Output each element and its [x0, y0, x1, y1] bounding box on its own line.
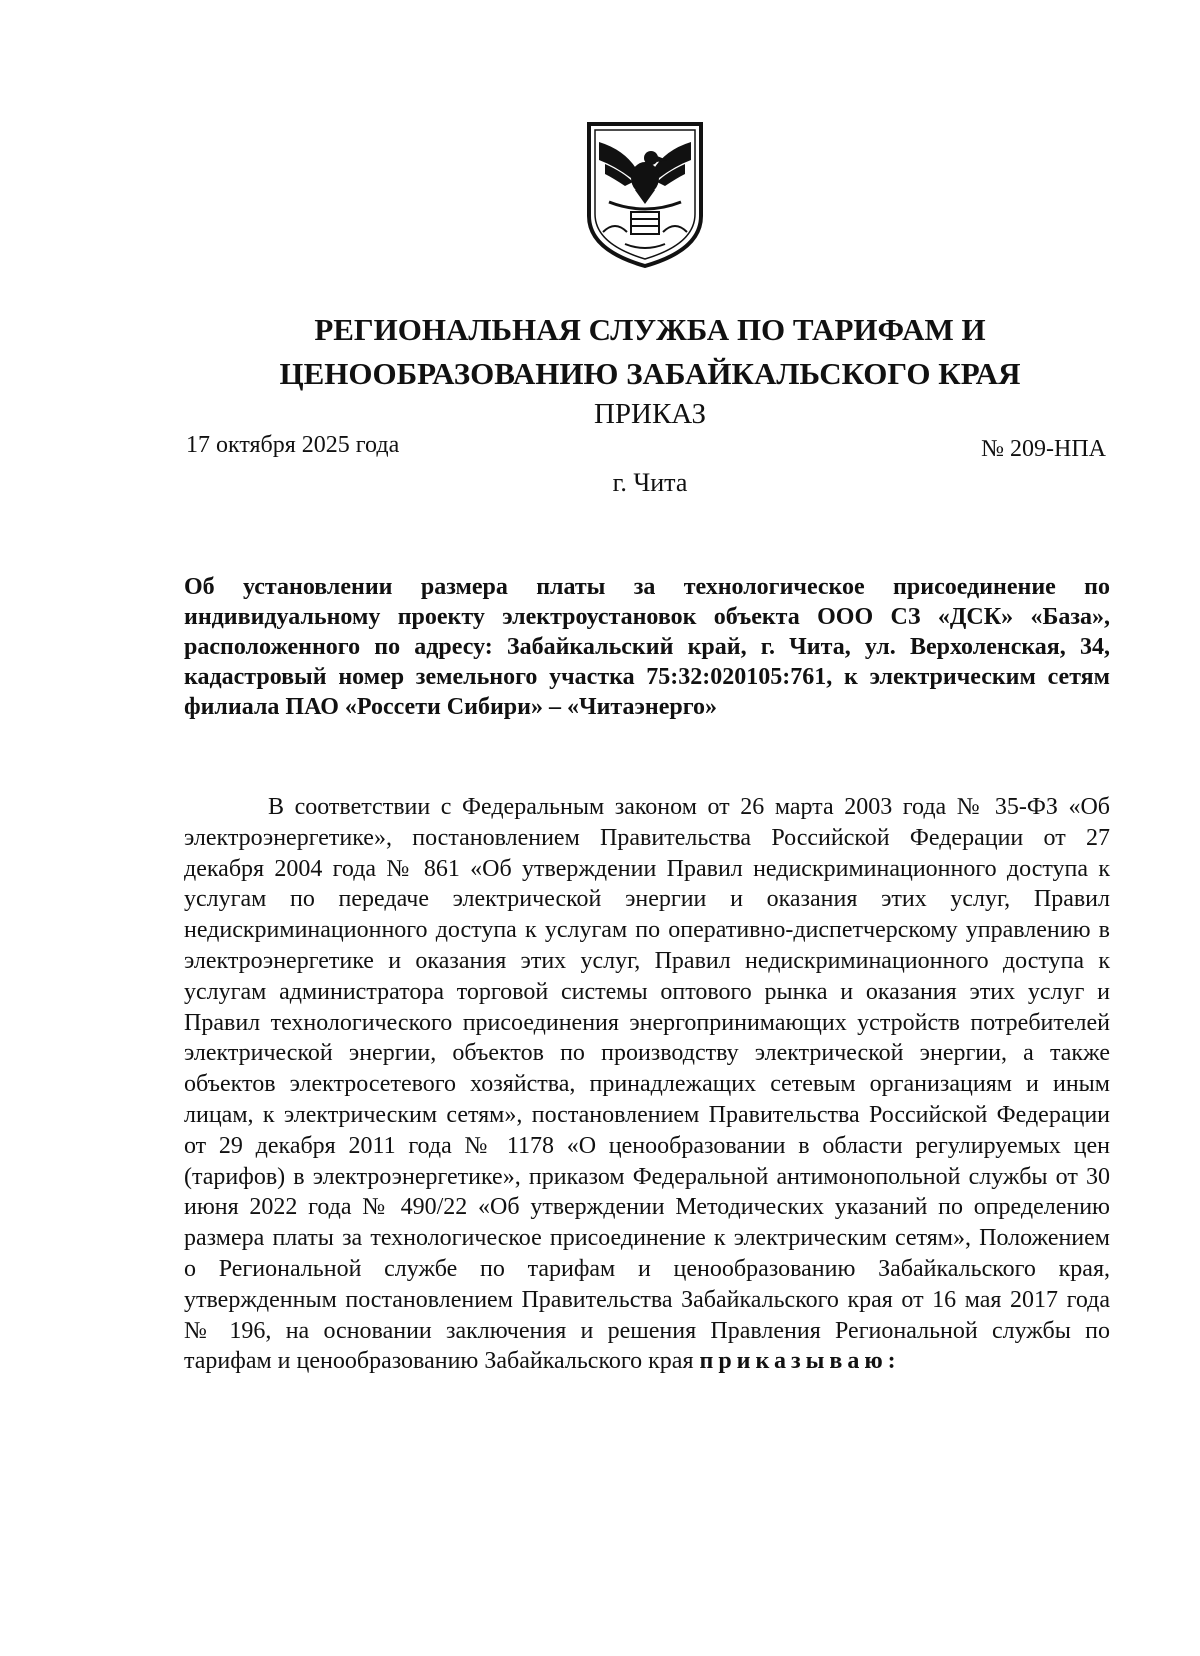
organization-name-line-1: РЕГИОНАЛЬНАЯ СЛУЖБА ПО ТАРИФАМ И	[314, 312, 986, 347]
organization-name-line-2: ЦЕНООБРАЗОВАНИЮ ЗАБАЙКАЛЬСКОГО КРАЯ	[279, 356, 1021, 391]
document-type: ПРИКАЗ	[593, 398, 707, 430]
document-date: 17 октября 2025 года	[186, 432, 400, 458]
document-city: г. Чита	[612, 468, 688, 497]
organization-name	[200, 308, 1100, 396]
decree-word: приказываю:	[699, 1348, 901, 1375]
coat-of-arms-icon	[585, 120, 705, 268]
document-number: № 209-НПА	[981, 436, 1106, 462]
body-paragraph: В соответствии с Федеральным законом от 26 марта 2003 года № 35-ФЗ «Об электроэнергетике», постановлением Правительства Российской Федерации от 27 декабря 2004 года № 861 «Об утверждении Правил недискриминационного доступа к услугам по передаче электрической энергии и оказания этих услуг, Правил недискриминационного доступа к услугам по оперативно-диспетчерскому управлению в электроэнергетике и оказания этих услуг, Правил недискриминационного доступа к услугам администратора торговой системы оптового рынка и оказания этих услуг и Правил технологического присоединения энергопринимающих устройств потребителей электрической энергии, объектов по производству электрической энергии, а также объектов электросетевого хозяйства, принадлежащих сетевым организациям и иным лицам, к электрическим сетям», постановлением Правительства Российской Федерации от 29 декабря 2011 года № 1178 «О ценообразовании в области регулируемых цен (тарифов) в электроэнергетике», приказом Федеральной антимонопольной службы от 30 июня 2022 года № 490/22 «Об утверждении Методических указаний по определению размера платы за технологическое присоединение к электрическим сетям», Положением о Региональной службе по тарифам и ценообразованию Забайкальского края, утвержденным постановлением Правительства Забайкальского края от 16 мая 2017 года № 196, на основании заключения и решения Правления Региональной службы по тарифам и ценообразованию Забайкальского края	[184, 794, 1110, 1375]
document-body	[184, 792, 1110, 1377]
document-subject: Об установлении размера платы за технологическое присоединение по индивидуальному проекту электроустановок объекта ООО СЗ «ДСК» «База», расположенного по адресу: Забайкальский край, г. Чита, ул. Верхоленская, 34, кадастровый номер земельного участка 75:32:020105:761, к электрическим сетям филиала ПАО «Россети Сибири» – «Читаэнерго»	[184, 574, 1110, 720]
